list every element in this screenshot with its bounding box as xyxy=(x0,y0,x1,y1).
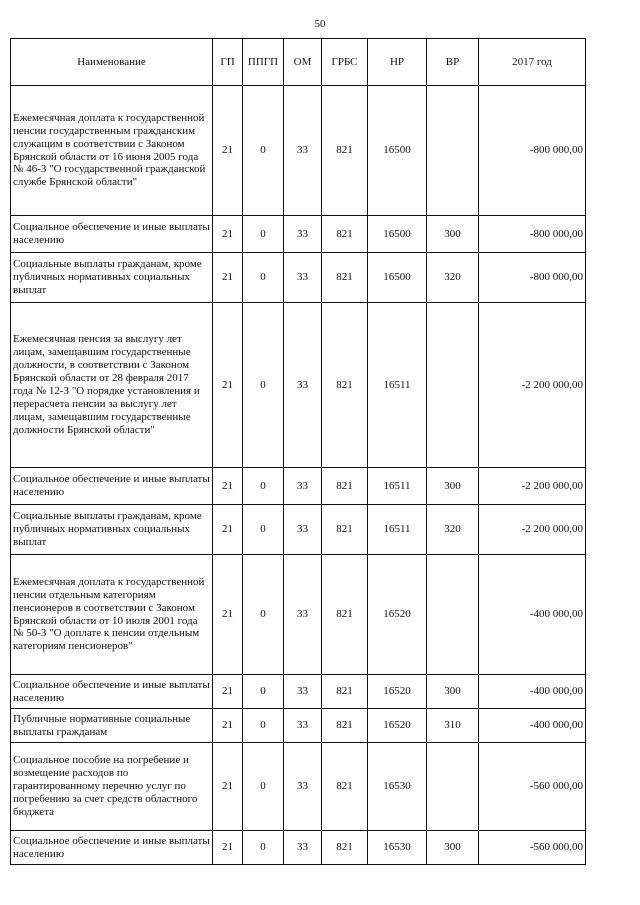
row-gp: 21 xyxy=(213,86,243,216)
table-row xyxy=(11,831,586,865)
row-grbs: 821 xyxy=(322,468,368,505)
row-name: Социальное обеспечение и иные выплаты населению xyxy=(11,468,213,505)
row-amount: -560 000,00 xyxy=(479,743,586,831)
row-ppgp: 0 xyxy=(243,216,284,253)
row-om: 33 xyxy=(284,303,322,468)
row-vr xyxy=(427,86,479,216)
row-om: 33 xyxy=(284,675,322,709)
row-gp: 21 xyxy=(213,216,243,253)
row-vr: 320 xyxy=(427,505,479,555)
row-ppgp: 0 xyxy=(243,505,284,555)
header-gp: ГП xyxy=(213,39,243,86)
row-name: Социальное обеспечение и иные выплаты населению xyxy=(11,831,213,865)
row-amount: -2 200 000,00 xyxy=(479,468,586,505)
row-grbs: 821 xyxy=(322,253,368,303)
row-ppgp: 0 xyxy=(243,709,284,743)
row-om: 33 xyxy=(284,505,322,555)
table-row xyxy=(11,303,586,468)
row-amount: -800 000,00 xyxy=(479,253,586,303)
row-om: 33 xyxy=(284,468,322,505)
row-ppgp: 0 xyxy=(243,675,284,709)
row-grbs: 821 xyxy=(322,505,368,555)
row-gp: 21 xyxy=(213,468,243,505)
row-vr: 300 xyxy=(427,216,479,253)
row-nr: 16520 xyxy=(368,709,427,743)
row-gp: 21 xyxy=(213,505,243,555)
row-amount: -400 000,00 xyxy=(479,555,586,675)
row-name: Ежемесячная пенсия за выслугу лет лицам, замещавшим государственные должности, в соответствии с Законом Брянской области от 28 февраля 2017 года № 12-З "О порядке установления и перерасчета пенсии за выслугу лет лицам, замещавшим государственные должности Брянской области" xyxy=(11,303,213,468)
row-name: Социальное обеспечение и иные выплаты населению xyxy=(11,216,213,253)
row-nr: 16530 xyxy=(368,831,427,865)
header-vr: ВР xyxy=(427,39,479,86)
row-gp: 21 xyxy=(213,253,243,303)
page-number: 50 xyxy=(314,18,326,30)
row-gp: 21 xyxy=(213,303,243,468)
row-name: Ежемесячная доплата к государственной пенсии отдельным категориям пенсионеров в соответствии с Законом Брянской области от 10 июля 2001 года № 50-З "О доплате к пенсии отдельным категориям пенсионеров" xyxy=(11,555,213,675)
row-ppgp: 0 xyxy=(243,743,284,831)
row-nr: 16500 xyxy=(368,253,427,303)
row-grbs: 821 xyxy=(322,675,368,709)
budget-table xyxy=(10,38,586,865)
row-vr: 300 xyxy=(427,675,479,709)
table-row xyxy=(11,675,586,709)
table-row xyxy=(11,216,586,253)
header-ppgp: ППГП xyxy=(243,39,284,86)
row-grbs: 821 xyxy=(322,709,368,743)
table-row xyxy=(11,555,586,675)
row-name: Социальное пособие на погребение и возмещение расходов по гарантированному перечню услуг по погребению за счет средств областного бюджета xyxy=(11,743,213,831)
row-vr xyxy=(427,555,479,675)
row-ppgp: 0 xyxy=(243,303,284,468)
row-grbs: 821 xyxy=(322,216,368,253)
row-name: Социальное обеспечение и иные выплаты населению xyxy=(11,675,213,709)
row-amount: -2 200 000,00 xyxy=(479,505,586,555)
row-nr: 16520 xyxy=(368,555,427,675)
header-grbs: ГРБС xyxy=(322,39,368,86)
row-ppgp: 0 xyxy=(243,555,284,675)
row-vr: 320 xyxy=(427,253,479,303)
row-name: Социальные выплаты гражданам, кроме публичных нормативных социальных выплат xyxy=(11,253,213,303)
row-om: 33 xyxy=(284,253,322,303)
row-ppgp: 0 xyxy=(243,253,284,303)
header-om: ОМ xyxy=(284,39,322,86)
row-om: 33 xyxy=(284,831,322,865)
row-nr: 16511 xyxy=(368,468,427,505)
row-name: Ежемесячная доплата к государственной пенсии государственным гражданским служащим в соответствии с Законом Брянской области от 16 июня 2005 года № 46-З "О государственной гражданской службе Брянской области" xyxy=(11,86,213,216)
row-gp: 21 xyxy=(213,555,243,675)
table-row xyxy=(11,505,586,555)
row-amount: -400 000,00 xyxy=(479,675,586,709)
row-grbs: 821 xyxy=(322,303,368,468)
header-name: Наименование xyxy=(11,39,213,86)
row-amount: -560 000,00 xyxy=(479,831,586,865)
row-nr: 16530 xyxy=(368,743,427,831)
row-amount: -400 000,00 xyxy=(479,709,586,743)
row-gp: 21 xyxy=(213,675,243,709)
row-ppgp: 0 xyxy=(243,86,284,216)
row-grbs: 821 xyxy=(322,555,368,675)
row-om: 33 xyxy=(284,743,322,831)
row-ppgp: 0 xyxy=(243,831,284,865)
row-gp: 21 xyxy=(213,709,243,743)
row-amount: -800 000,00 xyxy=(479,216,586,253)
table-row xyxy=(11,468,586,505)
table-row xyxy=(11,86,586,216)
row-vr: 300 xyxy=(427,831,479,865)
table-row xyxy=(11,253,586,303)
row-grbs: 821 xyxy=(322,86,368,216)
row-om: 33 xyxy=(284,86,322,216)
header-nr: НР xyxy=(368,39,427,86)
row-nr: 16520 xyxy=(368,675,427,709)
row-om: 33 xyxy=(284,555,322,675)
row-vr: 310 xyxy=(427,709,479,743)
row-grbs: 821 xyxy=(322,743,368,831)
table-header-row xyxy=(11,39,586,86)
row-grbs: 821 xyxy=(322,831,368,865)
row-nr: 16500 xyxy=(368,216,427,253)
row-om: 33 xyxy=(284,216,322,253)
row-vr: 300 xyxy=(427,468,479,505)
row-amount: -2 200 000,00 xyxy=(479,303,586,468)
row-gp: 21 xyxy=(213,831,243,865)
row-nr: 16500 xyxy=(368,86,427,216)
header-amount-2017: 2017 год xyxy=(479,39,586,86)
row-vr xyxy=(427,303,479,468)
row-nr: 16511 xyxy=(368,505,427,555)
row-vr xyxy=(427,743,479,831)
row-nr: 16511 xyxy=(368,303,427,468)
table-row xyxy=(11,743,586,831)
row-gp: 21 xyxy=(213,743,243,831)
row-name: Социальные выплаты гражданам, кроме публичных нормативных социальных выплат xyxy=(11,505,213,555)
row-name: Публичные нормативные социальные выплаты гражданам xyxy=(11,709,213,743)
table-row xyxy=(11,709,586,743)
row-om: 33 xyxy=(284,709,322,743)
row-amount: -800 000,00 xyxy=(479,86,586,216)
row-ppgp: 0 xyxy=(243,468,284,505)
